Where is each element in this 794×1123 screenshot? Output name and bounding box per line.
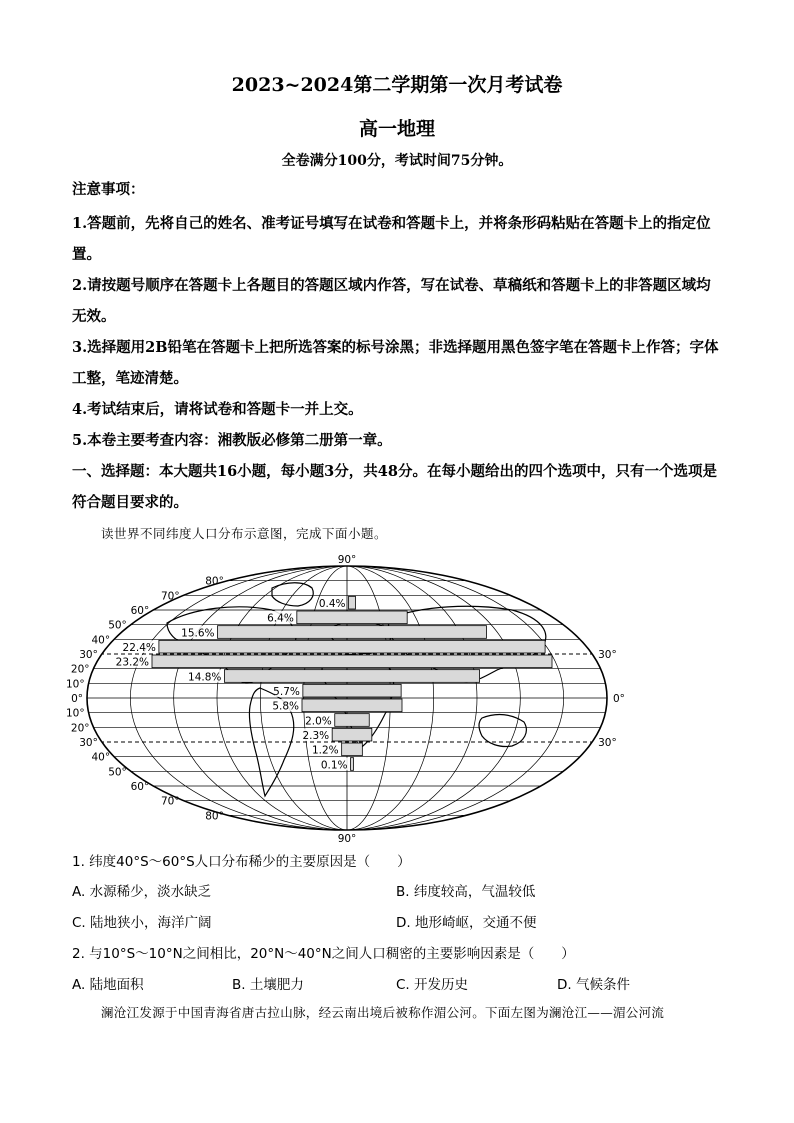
population-bar bbox=[351, 758, 354, 771]
population-bar bbox=[224, 670, 479, 683]
bar-value-label: 2.0% bbox=[305, 715, 332, 728]
figure-intro: 读世界不同纬度人口分布示意图，完成下面小题。 bbox=[101, 526, 388, 541]
bar-value-label: 22.4% bbox=[122, 642, 156, 654]
bar-value-label: 1.2% bbox=[311, 744, 339, 757]
latitude-label: 80° bbox=[205, 575, 224, 588]
bar-value-label: 5.8% bbox=[272, 700, 299, 713]
q1-option-a[interactable]: A. 水源稀少，淡水缺乏 bbox=[72, 884, 212, 900]
population-bar bbox=[302, 699, 402, 712]
bar-value-label: 0.1% bbox=[320, 759, 348, 772]
question-1-stem: 1. 纬度40°S～60°S人口分布稀少的主要原因是（ ） bbox=[72, 854, 411, 870]
population-bar bbox=[152, 655, 552, 668]
latitude-label: 10° bbox=[65, 678, 85, 691]
notice-item-2: 2.请按题号顺序在答题卡上各题目的答题区域内作答，写在试卷、草稿纸和答题卡上的非答题区域均无效。 bbox=[72, 277, 711, 325]
score-line: 全卷满分100分，考试时间75分钟。 bbox=[281, 153, 513, 169]
latitude-label: 70° bbox=[160, 590, 180, 603]
notice-heading: 注意事项： bbox=[72, 181, 145, 198]
latitude-label: 30° bbox=[79, 649, 98, 661]
population-latitude-map bbox=[65, 548, 632, 848]
latitude-label: 70° bbox=[160, 795, 180, 808]
q2-option-c[interactable]: C. 开发历史 bbox=[396, 977, 469, 993]
latitude-label: 80° bbox=[205, 810, 224, 823]
latitude-label: 0° bbox=[71, 693, 83, 705]
latitude-label: 40° bbox=[91, 751, 111, 764]
latitude-label: 20° bbox=[70, 722, 90, 735]
q1-option-b[interactable]: B. 纬度较高，气温较低 bbox=[396, 884, 536, 900]
notice-item-4: 4.考试结束后，请将试卷和答题卡一并上交。 bbox=[72, 401, 363, 418]
notice-item-1: 1.答题前，先将自己的姓名、准考证号填写在试卷和答题卡上，并将条形码粘贴在答题卡上的指定位置。 bbox=[72, 215, 711, 263]
right-latitude-label: 30° bbox=[598, 649, 617, 661]
latitude-label: 60° bbox=[130, 781, 150, 793]
population-bar bbox=[342, 743, 363, 756]
subject-title: 高一地理 bbox=[358, 118, 435, 140]
population-bar bbox=[303, 684, 401, 697]
latitude-label: 50° bbox=[108, 619, 127, 632]
population-bar bbox=[218, 626, 487, 639]
population-bar bbox=[349, 596, 356, 609]
bar-value-label: 23.2% bbox=[115, 656, 149, 669]
population-bar bbox=[335, 714, 369, 727]
latitude-label: 60° bbox=[130, 605, 150, 617]
bar-value-label: 6.4% bbox=[267, 612, 294, 625]
population-bar bbox=[297, 611, 407, 624]
section-heading: 一、选择题：本大题共16小题，每小题3分，共48分。在每小题给出的四个选项中，只有一个选项是符合题目要求的。 bbox=[72, 463, 717, 511]
map-body bbox=[66, 554, 632, 845]
north-pole-label: 90° bbox=[337, 554, 357, 566]
latitude-label: 50° bbox=[108, 766, 127, 779]
population-bar bbox=[332, 728, 372, 741]
question-2-stem: 2. 与10°S～10°N之间相比，20°N～40°N之间人口稠密的主要影响因素是（ ） bbox=[72, 946, 575, 962]
population-bar bbox=[159, 640, 545, 653]
latitude-label: 40° bbox=[91, 634, 111, 647]
right-latitude-label: 0° bbox=[613, 693, 625, 705]
q1-option-c[interactable]: C. 陆地狭小，海洋广阔 bbox=[72, 915, 212, 931]
bar-value-label: 14.8% bbox=[188, 671, 222, 684]
q1-option-d[interactable]: D. 地形崎岖，交通不便 bbox=[396, 915, 537, 931]
q2-option-b[interactable]: B. 土壤肥力 bbox=[232, 977, 304, 993]
south-pole-label: 90° bbox=[337, 833, 357, 845]
latitude-label: 20° bbox=[70, 663, 90, 676]
latitude-label: 30° bbox=[79, 737, 98, 749]
exam-title: 2023~2024第二学期第一次月考试卷 bbox=[231, 74, 563, 96]
bar-value-label: 2.3% bbox=[302, 730, 330, 742]
notice-item-5: 5.本卷主要考查内容：湘教版必修第二册第一章。 bbox=[72, 432, 392, 449]
right-latitude-label: 30° bbox=[598, 737, 617, 749]
q2-option-a[interactable]: A. 陆地面积 bbox=[72, 977, 144, 993]
bar-value-label: 5.7% bbox=[273, 686, 300, 698]
latitude-label: 10° bbox=[65, 707, 85, 720]
notice-item-3: 3.选择题用2B铅笔在答题卡上把所选答案的标号涂黑；非选择题用黑色签字笔在答题卡上作答；字体工整，笔迹清楚。 bbox=[72, 339, 719, 387]
q2-option-d[interactable]: D. 气候条件 bbox=[557, 977, 630, 993]
bar-value-label: 0.4% bbox=[318, 598, 346, 610]
next-passage-text: 澜沧江发源于中国青海省唐古拉山脉，经云南出境后被称作湄公河。下面左图为澜沧江——湄公河流 bbox=[101, 1005, 665, 1020]
bar-value-label: 15.6% bbox=[181, 627, 215, 640]
